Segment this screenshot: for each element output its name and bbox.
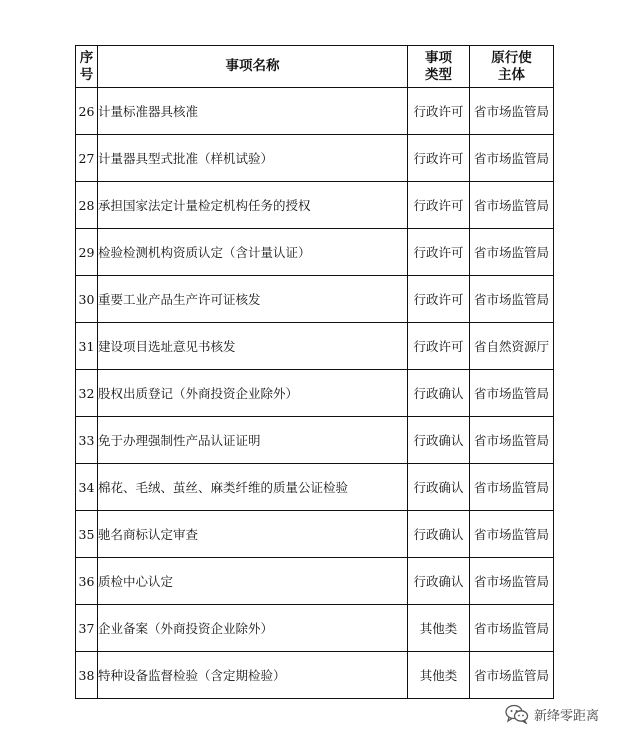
cell-matter-name: 建设项目选址意见书核发 xyxy=(98,323,408,370)
watermark-text: 新绛零距离 xyxy=(534,708,600,724)
cell-serial-number: 36 xyxy=(76,558,98,605)
cell-serial-number: 29 xyxy=(76,229,98,276)
cell-matter-name: 免于办理强制性产品认证证明 xyxy=(98,417,408,464)
cell-original-authority: 省市场监管局 xyxy=(470,511,554,558)
cell-serial-number: 37 xyxy=(76,605,98,652)
table-row xyxy=(76,370,554,417)
wechat-icon xyxy=(505,704,529,724)
cell-matter-type: 行政许可 xyxy=(408,88,470,135)
cell-original-authority: 省市场监管局 xyxy=(470,182,554,229)
cell-original-authority: 省市场监管局 xyxy=(470,276,554,323)
cell-matter-name: 计量标准器具核准 xyxy=(98,88,408,135)
cell-matter-type: 其他类 xyxy=(408,605,470,652)
cell-serial-number: 33 xyxy=(76,417,98,464)
table-header-row xyxy=(76,46,554,88)
cell-matter-type: 行政确认 xyxy=(408,417,470,464)
cell-matter-type: 行政确认 xyxy=(408,511,470,558)
cell-matter-name: 检验检测机构资质认定（含计量认证） xyxy=(98,229,408,276)
cell-serial-number: 27 xyxy=(76,135,98,182)
cell-original-authority: 省市场监管局 xyxy=(470,605,554,652)
table-row xyxy=(76,88,554,135)
cell-matter-name: 棉花、毛绒、茧丝、麻类纤维的质量公证检验 xyxy=(98,464,408,511)
cell-matter-name: 驰名商标认定审查 xyxy=(98,511,408,558)
header-matter-name: 事项名称 xyxy=(98,46,408,88)
cell-matter-type: 其他类 xyxy=(408,652,470,699)
cell-original-authority: 省自然资源厅 xyxy=(470,323,554,370)
cell-matter-type: 行政许可 xyxy=(408,135,470,182)
cell-matter-name: 特种设备监督检验（含定期检验） xyxy=(98,652,408,699)
header-original-authority: 原行使 主体 xyxy=(470,46,554,88)
cell-matter-type: 行政许可 xyxy=(408,182,470,229)
cell-matter-name: 重要工业产品生产许可证核发 xyxy=(98,276,408,323)
table-row xyxy=(76,229,554,276)
cell-serial-number: 31 xyxy=(76,323,98,370)
table-row xyxy=(76,276,554,323)
cell-original-authority: 省市场监管局 xyxy=(470,229,554,276)
cell-matter-type: 行政确认 xyxy=(408,370,470,417)
matters-table xyxy=(75,45,554,699)
cell-serial-number: 38 xyxy=(76,652,98,699)
table-row xyxy=(76,652,554,699)
table-row xyxy=(76,511,554,558)
cell-original-authority: 省市场监管局 xyxy=(470,558,554,605)
cell-serial-number: 34 xyxy=(76,464,98,511)
cell-matter-type: 行政确认 xyxy=(408,558,470,605)
table-row xyxy=(76,558,554,605)
cell-matter-type: 行政许可 xyxy=(408,229,470,276)
wechat-watermark xyxy=(505,703,599,725)
cell-original-authority: 省市场监管局 xyxy=(470,135,554,182)
cell-matter-name: 计量器具型式批准（样机试验） xyxy=(98,135,408,182)
cell-original-authority: 省市场监管局 xyxy=(470,652,554,699)
cell-matter-name: 质检中心认定 xyxy=(98,558,408,605)
header-serial-number: 序 号 xyxy=(76,46,98,88)
cell-matter-type: 行政许可 xyxy=(408,323,470,370)
cell-original-authority: 省市场监管局 xyxy=(470,370,554,417)
cell-matter-name: 承担国家法定计量检定机构任务的授权 xyxy=(98,182,408,229)
cell-original-authority: 省市场监管局 xyxy=(470,88,554,135)
cell-original-authority: 省市场监管局 xyxy=(470,417,554,464)
table-row xyxy=(76,182,554,229)
cell-serial-number: 26 xyxy=(76,88,98,135)
table-row xyxy=(76,464,554,511)
cell-original-authority: 省市场监管局 xyxy=(470,464,554,511)
cell-serial-number: 30 xyxy=(76,276,98,323)
table-row xyxy=(76,323,554,370)
table-row xyxy=(76,135,554,182)
table-row xyxy=(76,417,554,464)
cell-serial-number: 35 xyxy=(76,511,98,558)
cell-matter-name: 企业备案（外商投资企业除外） xyxy=(98,605,408,652)
cell-matter-type: 行政许可 xyxy=(408,276,470,323)
cell-serial-number: 32 xyxy=(76,370,98,417)
table-row xyxy=(76,605,554,652)
cell-matter-name: 股权出质登记（外商投资企业除外） xyxy=(98,370,408,417)
header-matter-type: 事项 类型 xyxy=(408,46,470,88)
cell-serial-number: 28 xyxy=(76,182,98,229)
cell-matter-type: 行政确认 xyxy=(408,464,470,511)
